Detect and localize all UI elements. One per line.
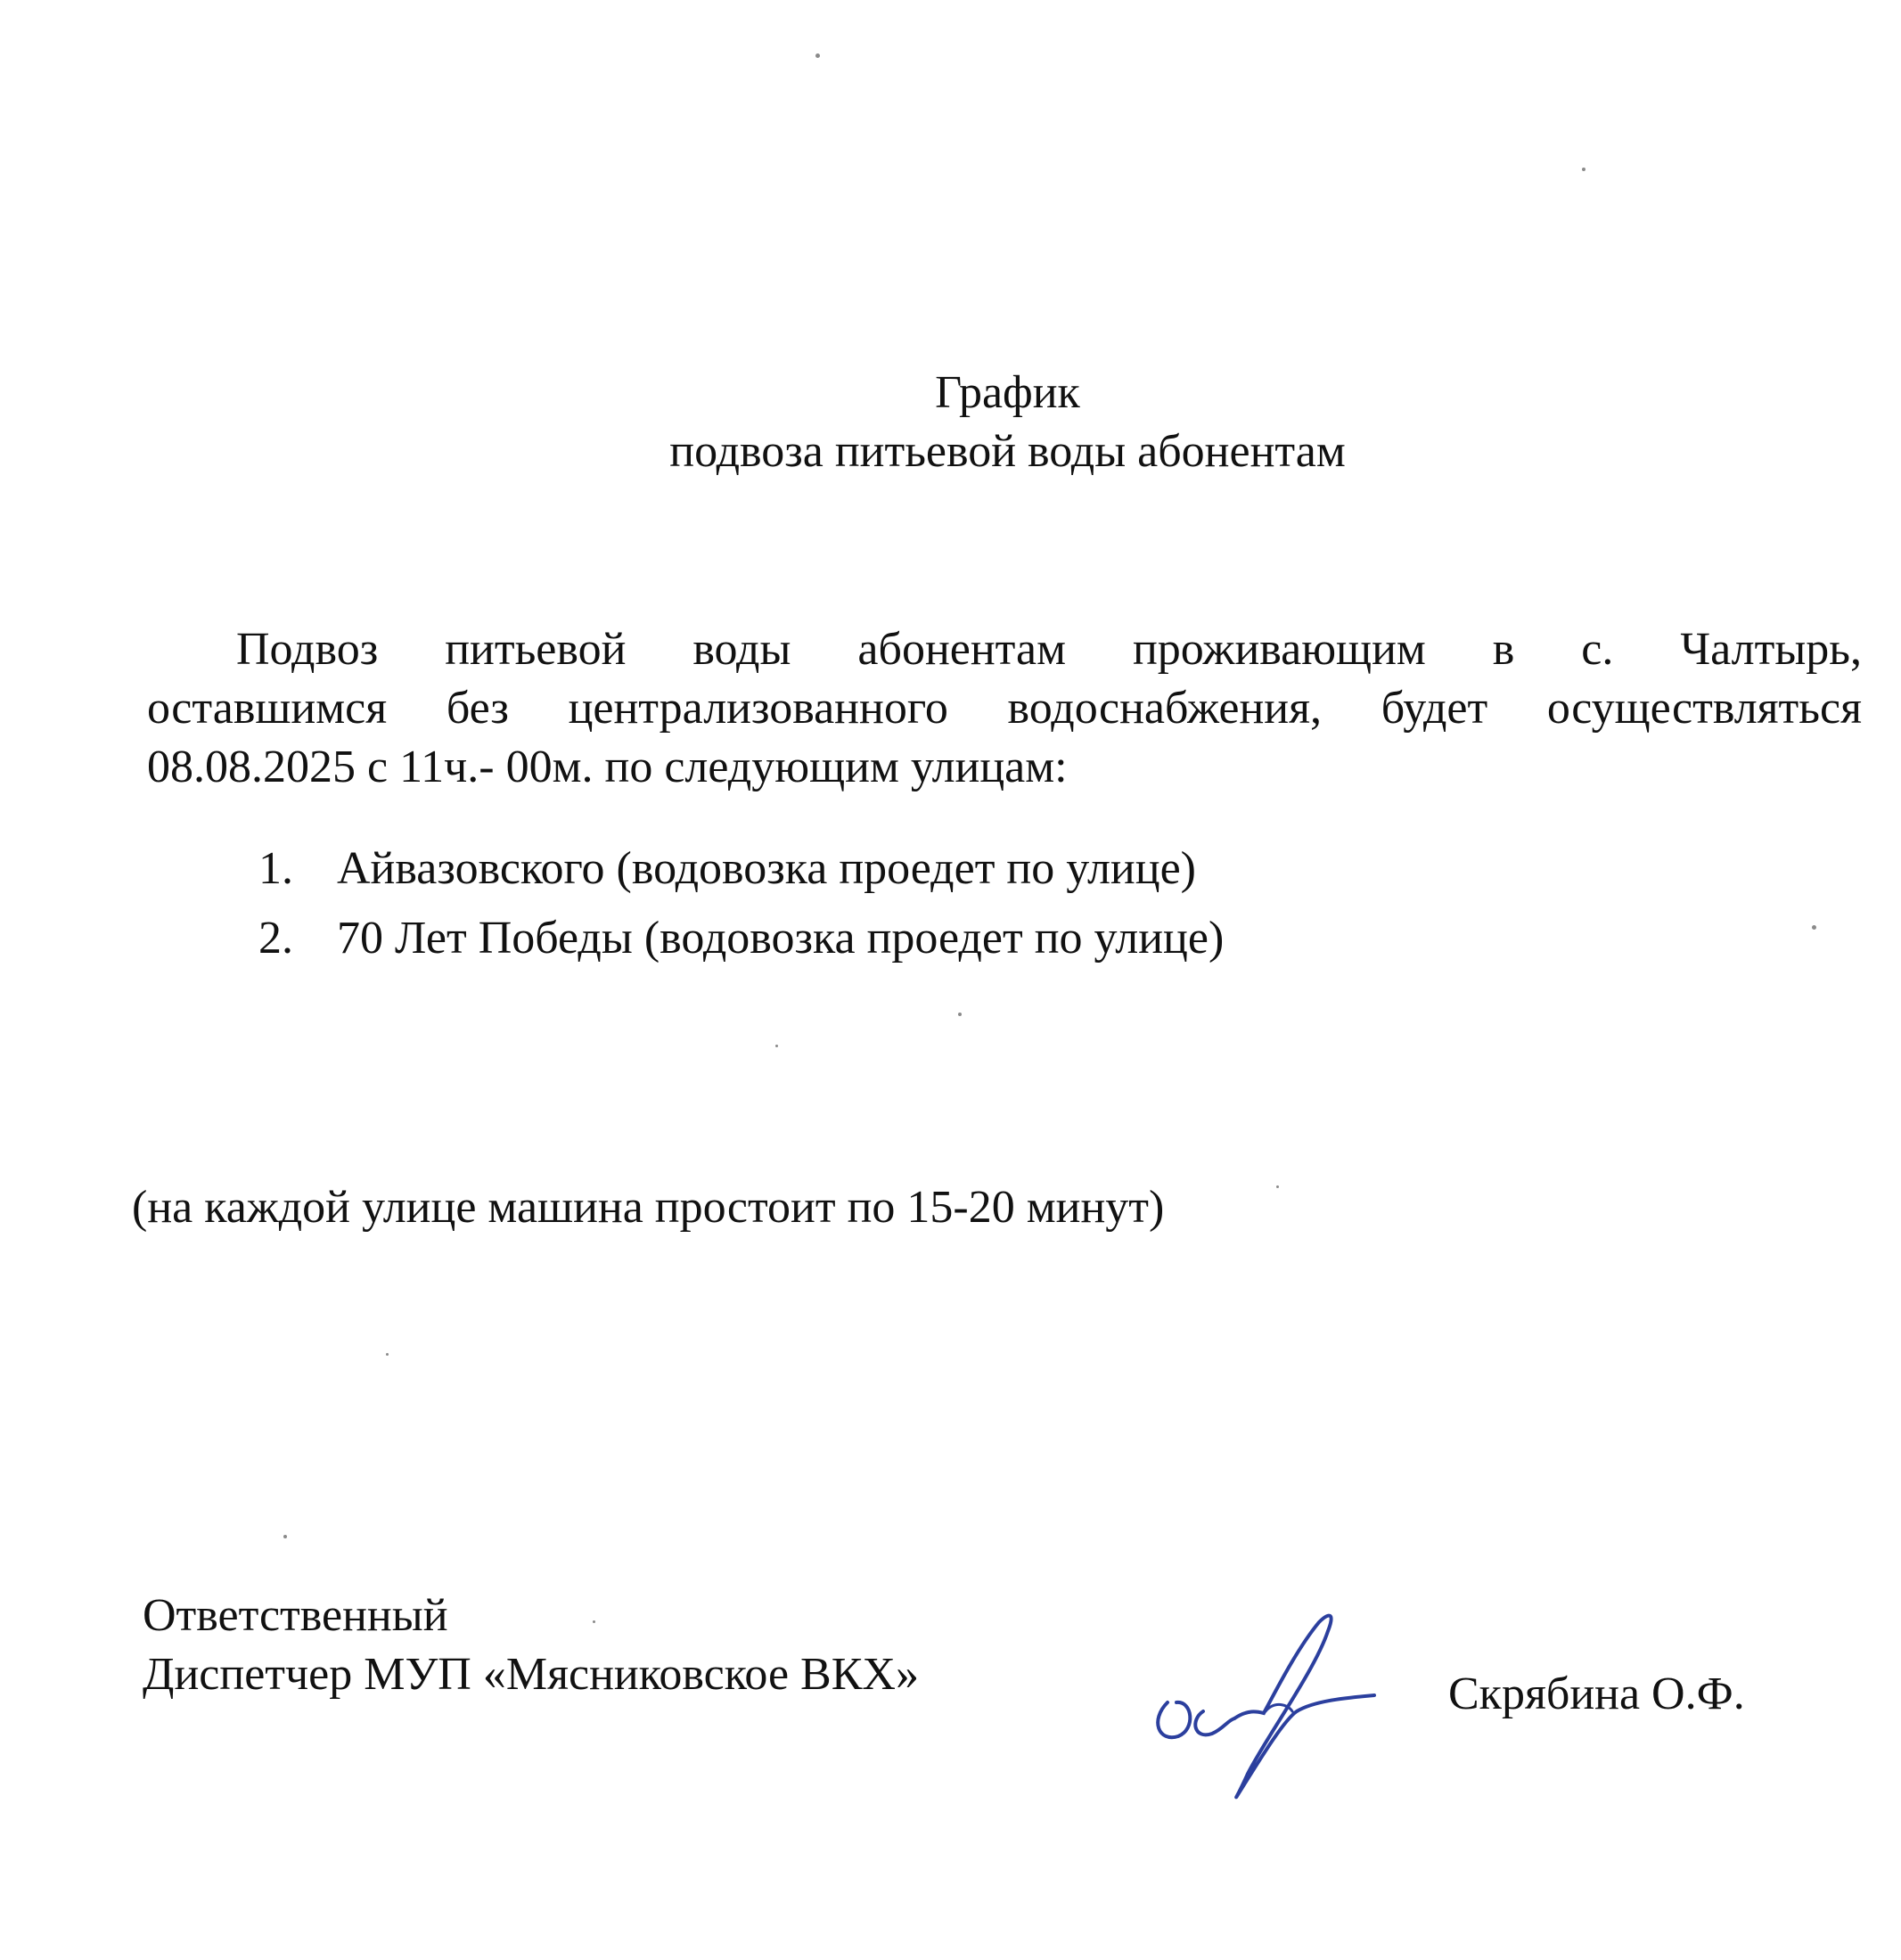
signatory-name: Скрябина О.Ф. [1448,1669,1745,1719]
signatory-role-line-2: Диспетчер МУП «Мясниковское ВКХ» [143,1649,919,1700]
list-item [258,834,1224,904]
scan-speck [958,1013,962,1016]
street-list [258,834,1224,973]
document-heading [0,364,1901,481]
list-item-number: 1. [258,843,293,894]
document-title: График [935,367,1080,418]
paragraph-line-3: 08.08.2025 с 11ч.- 00м. по следующим улицам: [147,742,1068,792]
scan-speck [283,1535,287,1538]
scan-speck [386,1353,389,1356]
list-item [258,904,1224,973]
body-paragraph [147,620,1862,797]
document-subtitle: подвоза питьевой воды абонентам [669,426,1346,477]
list-item-text: Айвазовского (водовозка проедет по улице) [337,843,1196,894]
paragraph-line-2: оставшимся без централизованного водоснабжения, будет осуществляться [147,683,1862,734]
signatory-role-line-1: Ответственный [143,1590,448,1641]
scan-speck [775,1045,778,1047]
scan-speck [815,53,820,58]
scan-speck [593,1620,595,1623]
scan-speck [1582,168,1586,171]
list-item-number: 2. [258,913,293,964]
scan-speck [1276,1185,1279,1188]
waiting-time-note: (на каждой улице машина простоит по 15-20 минут) [132,1182,1165,1233]
paragraph-line-1: Подвоз питьевой воды абонентам проживающим в с. Чалтырь, [236,624,1862,675]
handwritten-signature [1141,1587,1390,1809]
signatory-role [143,1587,919,1704]
list-item-text: 70 Лет Победы (водовозка проедет по улице) [337,913,1225,964]
scan-speck [1812,925,1816,930]
